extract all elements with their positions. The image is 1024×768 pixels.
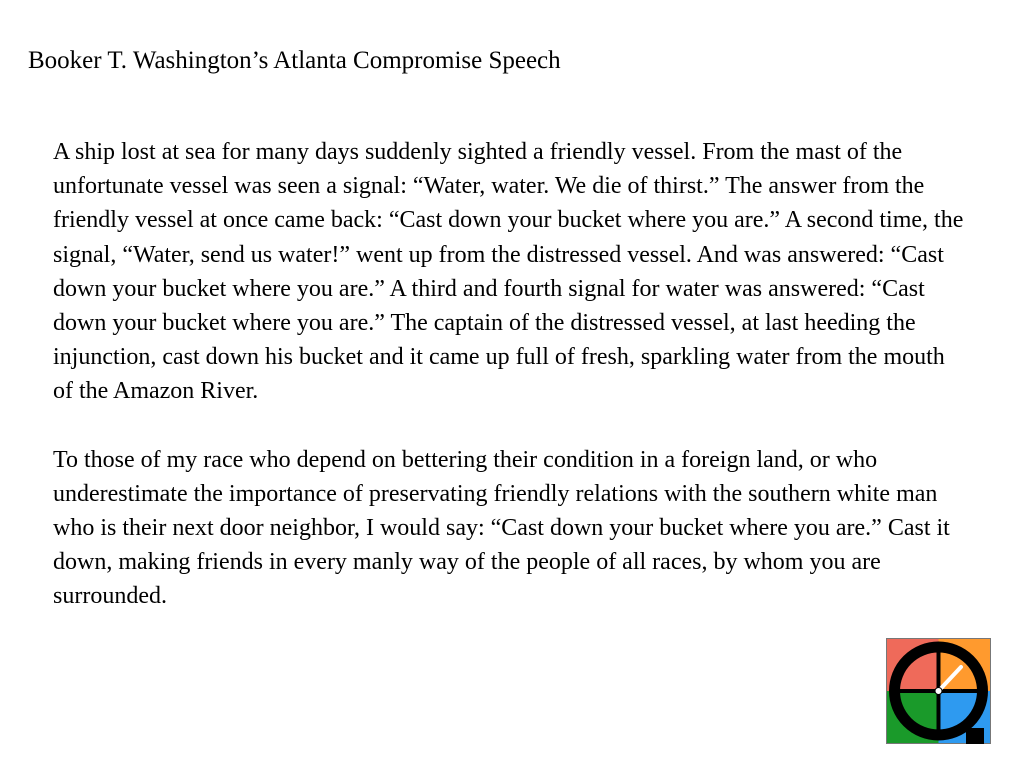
- paragraph: To those of my race who depend on bettering their condition in a foreign land, or who underestimate the importance of preservating friendly relations with the southern white man who is their next door neighbor, I would say: “Cast down your bucket where you are.” Cast it down, making friends in every manly way of the people of all races, by whom you are surrounded.: [53, 446, 950, 610]
- handle-block: [966, 728, 984, 744]
- dial-center: [935, 688, 942, 695]
- page-title: Booker T. Washington’s Atlanta Compromise Speech: [28, 47, 561, 74]
- speech-text: [53, 135, 968, 614]
- spinner-timer-icon[interactable]: [886, 638, 991, 744]
- paragraph: A ship lost at sea for many days suddenly sighted a friendly vessel. From the mast of the unfortunate vessel was seen a signal: “Water, water. We die of thirst.” The answer from the friendly vessel at once came back: “Cast down your bucket where you are.” A second time, the signal, “Water, send us water!” went up from the distressed vessel. And was answered: “Cast down your bucket where you are.” A third and fourth signal for water was answered: “Cast down your bucket where you are.” The captain of the distressed vessel, at last heeding the injunction, cast down his bucket and it came up full of fresh, sparkling water from the mouth of the Amazon River.: [53, 139, 964, 405]
